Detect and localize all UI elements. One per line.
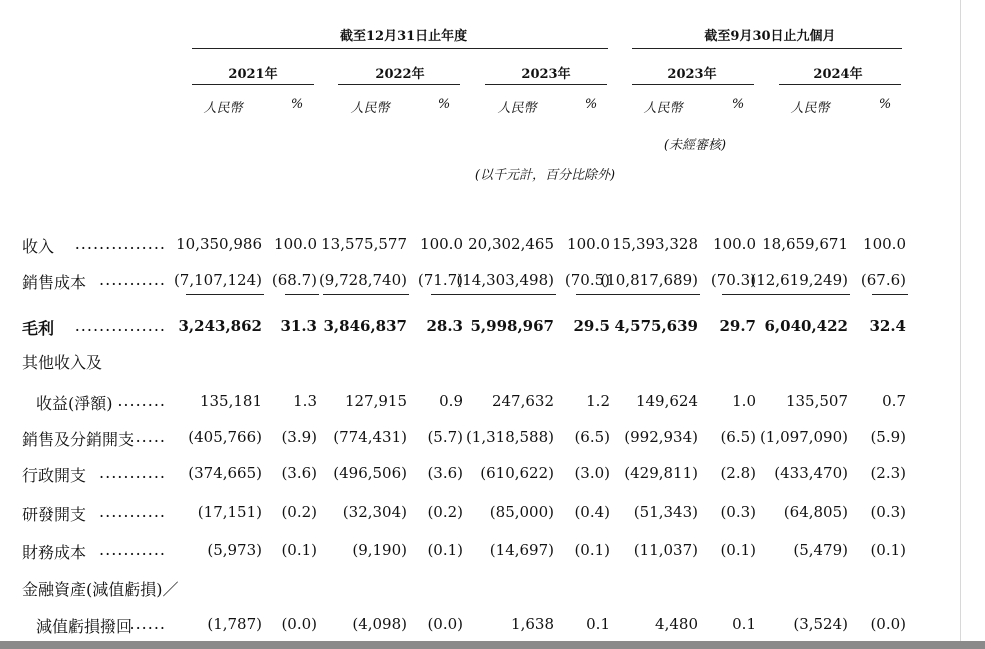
row-label: 銷售及分銷開支: [22, 430, 135, 449]
currency-header: 人民幣: [790, 101, 830, 116]
percent-cell: (0.2): [427, 503, 463, 521]
percent-cell: (71.7): [417, 271, 463, 289]
percent-cell: (5.7): [427, 428, 463, 446]
percent-cell: (6.5): [720, 428, 756, 446]
amount-cell: (610,622): [480, 464, 554, 482]
year-header-2022: 2022年: [375, 67, 425, 82]
subtotal-underline: [285, 294, 319, 295]
amount-cell: (5,973): [207, 541, 262, 559]
year-rule-2023: [485, 84, 607, 85]
percent-cell: (3.6): [281, 464, 317, 482]
row-label: 行政開支: [22, 466, 87, 485]
currency-header: 人民幣: [350, 101, 390, 116]
subtotal-underline: [872, 294, 908, 295]
currency-header: 人民幣: [497, 101, 537, 116]
amount-cell: (85,000): [489, 503, 554, 521]
percent-cell: 29.7: [719, 317, 756, 335]
amount-cell: (10,817,689): [600, 271, 698, 289]
percent-cell: (0.3): [870, 503, 906, 521]
percent-cell: 1.0: [732, 392, 756, 410]
year-header-2021: 2021年: [228, 67, 278, 82]
percent-cell: 0.7: [882, 392, 906, 410]
percent-cell: 100.0: [567, 235, 610, 253]
row-label: 收入: [22, 237, 55, 256]
amount-cell: (3,524): [793, 615, 848, 633]
amount-cell: 18,659,671: [762, 235, 848, 253]
amount-cell: 135,507: [785, 392, 848, 410]
percent-cell: (5.9): [870, 428, 906, 446]
amount-cell: (405,766): [188, 428, 262, 446]
pct-header: %: [584, 97, 598, 112]
bottom-scroll-strip: [0, 641, 985, 649]
year-header-2023-9m: 2023年: [667, 67, 717, 82]
row-label: 金融資產(減值虧損)／: [22, 580, 179, 599]
percent-cell: (0.3): [720, 503, 756, 521]
row-label: 研發開支: [22, 505, 87, 524]
amount-cell: 4,480: [655, 615, 698, 633]
amount-cell: 13,575,577: [321, 235, 407, 253]
row-leader-dots: ...........: [99, 463, 166, 482]
amount-cell: 4,575,639: [614, 317, 698, 335]
header-group-rule-2: [632, 48, 902, 49]
amount-cell: (374,665): [188, 464, 262, 482]
row-label: 減值虧損撥回: [36, 617, 133, 636]
percent-cell: (70.5): [564, 271, 610, 289]
row-label: 毛利: [22, 319, 55, 338]
percent-cell: 31.3: [280, 317, 317, 335]
percent-cell: 32.4: [869, 317, 906, 335]
amount-cell: (4,098): [352, 615, 407, 633]
unaudited-note: (未經審核): [663, 138, 727, 153]
subtotal-underline: [323, 294, 409, 295]
amount-cell: 247,632: [491, 392, 554, 410]
amount-cell: (9,190): [352, 541, 407, 559]
pct-header: %: [878, 97, 892, 112]
amount-cell: 1,638: [511, 615, 554, 633]
row-leader-dots: ......: [129, 427, 166, 446]
amount-cell: (7,107,124): [173, 271, 262, 289]
row-leader-dots: ...........: [99, 540, 166, 559]
amount-cell: (17,151): [197, 503, 262, 521]
header-group-rule-1: [192, 48, 608, 49]
amount-cell: (51,343): [633, 503, 698, 521]
percent-cell: 100.0: [420, 235, 463, 253]
year-rule-2023-9m: [632, 84, 754, 85]
percent-cell: 28.3: [426, 317, 463, 335]
percent-cell: (0.2): [281, 503, 317, 521]
amount-cell: (429,811): [624, 464, 698, 482]
amount-cell: (433,470): [774, 464, 848, 482]
subtotal-underline: [456, 294, 556, 295]
amount-cell: (992,934): [624, 428, 698, 446]
percent-cell: (2.8): [720, 464, 756, 482]
amount-cell: 10,350,986: [176, 235, 262, 253]
amount-cell: 6,040,422: [764, 317, 848, 335]
amount-cell: (1,787): [207, 615, 262, 633]
subtotal-underline: [186, 294, 264, 295]
percent-cell: (0.4): [574, 503, 610, 521]
amount-cell: 127,915: [344, 392, 407, 410]
percent-cell: (6.5): [574, 428, 610, 446]
currency-header: 人民幣: [643, 101, 683, 116]
percent-cell: (68.7): [271, 271, 317, 289]
amount-cell: (496,506): [333, 464, 407, 482]
amount-cell: 149,624: [635, 392, 698, 410]
percent-cell: (3.9): [281, 428, 317, 446]
percent-cell: 1.2: [586, 392, 610, 410]
year-rule-2024-9m: [779, 84, 901, 85]
subtotal-underline: [750, 294, 850, 295]
row-leader-dots: ...........: [99, 270, 166, 289]
percent-cell: 29.5: [573, 317, 610, 335]
percent-cell: 100.0: [274, 235, 317, 253]
amount-cell: (9,728,740): [318, 271, 407, 289]
pct-header: %: [731, 97, 745, 112]
unit-note: (以千元計，百分比除外): [474, 168, 616, 183]
percent-cell: (0.1): [574, 541, 610, 559]
row-leader-dots: ...........: [99, 502, 166, 521]
row-leader-dots: ...............: [74, 234, 166, 253]
amount-cell: (14,697): [489, 541, 554, 559]
amount-cell: 20,302,465: [468, 235, 554, 253]
row-leader-dots: ......: [129, 614, 166, 633]
row-label: 財務成本: [22, 543, 87, 562]
header-group-fiscal-year: 截至12月31日止年度: [340, 29, 468, 44]
percent-cell: (3.6): [427, 464, 463, 482]
percent-cell: 0.9: [439, 392, 463, 410]
amount-cell: (1,318,588): [465, 428, 554, 446]
amount-cell: (12,619,249): [750, 271, 848, 289]
percent-cell: (0.1): [870, 541, 906, 559]
amount-cell: 3,243,862: [178, 317, 262, 335]
percent-cell: (3.0): [574, 464, 610, 482]
amount-cell: 5,998,967: [470, 317, 554, 335]
percent-cell: 0.1: [586, 615, 610, 633]
percent-cell: (67.6): [860, 271, 906, 289]
row-label: 收益(淨額): [36, 394, 113, 413]
pct-header: %: [437, 97, 451, 112]
percent-cell: 100.0: [713, 235, 756, 253]
percent-cell: (0.0): [870, 615, 906, 633]
percent-cell: (0.0): [427, 615, 463, 633]
percent-cell: 100.0: [863, 235, 906, 253]
currency-header: 人民幣: [203, 101, 243, 116]
percent-cell: (0.1): [720, 541, 756, 559]
amount-cell: (1,097,090): [759, 428, 848, 446]
percent-cell: (2.3): [870, 464, 906, 482]
amount-cell: (64,805): [783, 503, 848, 521]
row-label: 銷售成本: [22, 273, 87, 292]
page-edge: [960, 0, 961, 641]
percent-cell: 1.3: [293, 392, 317, 410]
year-header-2023: 2023年: [521, 67, 571, 82]
amount-cell: 3,846,837: [323, 317, 407, 335]
pct-header: %: [290, 97, 304, 112]
amount-cell: (14,303,498): [456, 271, 554, 289]
year-rule-2021: [192, 84, 314, 85]
row-leader-dots: ........: [117, 391, 166, 410]
amount-cell: (774,431): [333, 428, 407, 446]
amount-cell: 15,393,328: [612, 235, 698, 253]
row-leader-dots: ...............: [74, 316, 166, 335]
percent-cell: (70.3): [710, 271, 756, 289]
percent-cell: (0.0): [281, 615, 317, 633]
year-rule-2022: [338, 84, 460, 85]
percent-cell: (0.1): [281, 541, 317, 559]
year-header-2024-9m: 2024年: [813, 67, 863, 82]
row-label: 其他收入及: [22, 353, 103, 372]
amount-cell: (32,304): [342, 503, 407, 521]
subtotal-underline: [600, 294, 700, 295]
percent-cell: (0.1): [427, 541, 463, 559]
header-group-nine-months: 截至9月30日止九個月: [704, 29, 836, 44]
amount-cell: (11,037): [633, 541, 698, 559]
amount-cell: 135,181: [199, 392, 262, 410]
percent-cell: 0.1: [732, 615, 756, 633]
amount-cell: (5,479): [793, 541, 848, 559]
